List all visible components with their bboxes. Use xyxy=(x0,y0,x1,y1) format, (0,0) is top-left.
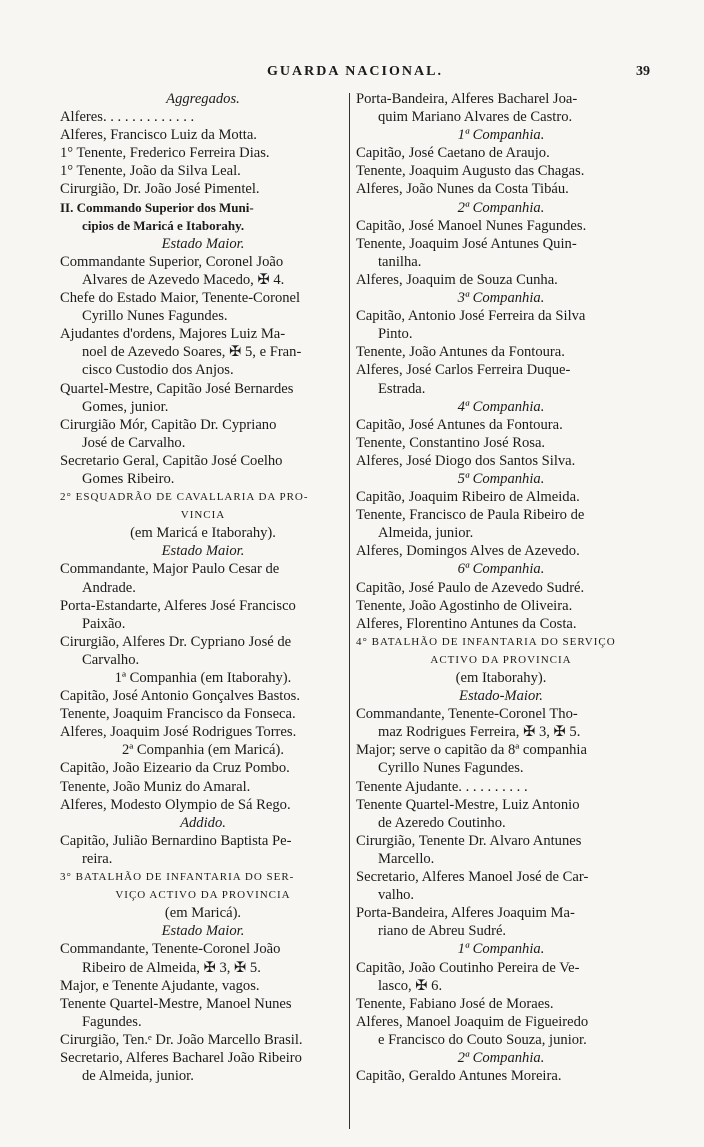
text-line: VIÇO ACTIVO DA PROVINCIA xyxy=(115,889,291,902)
text-line: Tenente, João Muniz do Amaral. xyxy=(60,778,251,795)
text-line: 2ª Companhia. xyxy=(457,1049,545,1066)
text-line: Tenente Ajudante. . . . . . . . . . xyxy=(356,778,528,795)
text-line: Tenente Quartel-Mestre, Manoel Nunes xyxy=(60,995,292,1012)
text-line: Capitão, Julião Bernardino Baptista Pe- xyxy=(60,832,292,849)
text-line: 5ª Companhia. xyxy=(457,470,545,487)
text-line: Commandante, Major Paulo Cesar de xyxy=(60,561,280,578)
text-line: Estado Maior. xyxy=(161,543,245,560)
text-line: Tenente, Joaquim José Antunes Quin- xyxy=(356,235,577,252)
text-line: riano de Abreu Sudré. xyxy=(378,923,507,940)
text-line: 2° ESQUADRÃO DE CAVALLARIA DA PRO- xyxy=(60,491,309,504)
text-line: Alferes, Francisco Luiz da Motta. xyxy=(60,127,257,144)
text-line: Estrada. xyxy=(378,380,426,397)
text-line: José de Carvalho. xyxy=(82,434,186,451)
text-line: Secretario, Alferes Manoel José de Car- xyxy=(356,869,589,886)
text-line: Cirurgião, Dr. João José Pimentel. xyxy=(60,181,260,198)
text-line: Tenente, João Agostinho de Oliveira. xyxy=(356,597,573,614)
text-line: Chefe do Estado Maior, Tenente-Coronel xyxy=(60,290,301,307)
text-line: (em Maricá). xyxy=(164,905,242,922)
text-line: Capitão, João Coutinho Pereira de Ve- xyxy=(356,959,580,976)
text-line: Cirurgião, Tenente Dr. Alvaro Antunes xyxy=(356,832,582,849)
text-line: Addido. xyxy=(180,814,226,831)
text-line: Tenente, João Antunes da Fontoura. xyxy=(356,344,565,361)
text-line: Paixão. xyxy=(82,615,126,632)
text-line: Capitão, Joaquim Ribeiro de Almeida. xyxy=(356,489,580,506)
text-line: Cyrillo Nunes Fagundes. xyxy=(82,308,228,325)
text-line: 3° BATALHÃO DE INFANTARIA DO SER- xyxy=(60,871,295,884)
left-column xyxy=(60,90,346,1085)
text-line: Aggregados. xyxy=(166,91,240,107)
text-line: Alferes, Manoel Joaquim de Figueiredo xyxy=(356,1013,589,1030)
text-line: Capitão, José Antonio Gonçalves Bastos. xyxy=(60,688,300,705)
text-line: II. Commando Superior dos Muni- xyxy=(60,199,254,215)
text-line: reira. xyxy=(82,850,113,867)
text-line: Secretario, Alferes Bacharel João Ribeiro xyxy=(60,1049,302,1066)
text-line: quim Mariano Alvares de Castro. xyxy=(378,109,573,126)
text-line: 1° Tenente, Frederico Ferreira Dias. xyxy=(60,145,270,162)
text-line: Alferes, Joaquim José Rodrigues Torres. xyxy=(60,724,297,741)
text-line: Fagundes. xyxy=(82,1013,142,1030)
text-line: (em Maricá e Itaborahy). xyxy=(130,525,276,542)
text-line: lasco, ✠ 6. xyxy=(378,977,443,994)
text-line: Porta-Bandeira, Alferes Joaquim Ma- xyxy=(356,905,575,922)
text-line: Cirurgião Mór, Capitão Dr. Cypriano xyxy=(60,416,277,433)
text-line: Alferes, Modesto Olympio de Sá Rego. xyxy=(60,796,291,813)
text-line: 3ª Companhia. xyxy=(457,290,545,307)
text-line: 4ª Companhia. xyxy=(457,398,545,415)
text-line: 1ª Companhia (em Itaborahy). xyxy=(114,670,292,686)
text-line: Alferes, José Diogo dos Santos Silva. xyxy=(356,452,576,469)
text-line: de Almeida, junior. xyxy=(82,1068,194,1085)
text-line: 1° Tenente, João da Silva Leal. xyxy=(60,163,241,180)
text-line: Cirurgião, Ten.ᵉ Dr. João Marcello Brasil. xyxy=(60,1031,303,1048)
text-line: Tenente, Joaquim Augusto das Chagas. xyxy=(356,163,585,180)
text-line: cisco Custodio dos Anjos. xyxy=(82,362,234,379)
text-line: Marcello. xyxy=(378,850,435,867)
text-line: Estado Maior. xyxy=(161,235,245,252)
text-line: cipios de Maricá e Itaborahy. xyxy=(82,217,245,233)
text-line: Capitão, João Eizeario da Cruz Pombo. xyxy=(60,760,290,777)
text-line: Gomes Ribeiro. xyxy=(82,470,175,487)
text-line: Almeida, junior. xyxy=(378,525,474,542)
text-line: Major; serve o capitão da 8ª companhia xyxy=(356,742,587,759)
text-line: Tenente Quartel-Mestre, Luiz Antonio xyxy=(356,796,580,813)
text-line: Alferes, Joaquim de Souza Cunha. xyxy=(356,271,558,288)
text-line: Alferes. . . . . . . . . . . . . xyxy=(60,109,195,126)
right-column xyxy=(356,90,646,1085)
text-line: Ribeiro de Almeida, ✠ 3, ✠ 5. xyxy=(82,959,261,976)
text-line: Commandante, Tenente-Coronel João xyxy=(60,941,281,958)
text-line: tanilha. xyxy=(378,253,422,270)
text-line: (em Itaborahy). xyxy=(455,670,547,686)
text-line: VINCIA xyxy=(180,509,226,522)
text-line: Andrade. xyxy=(82,579,136,596)
text-line: Ajudantes d'ordens, Majores Luiz Ma- xyxy=(60,326,286,343)
text-line: e Francisco do Couto Souza, junior. xyxy=(378,1031,587,1048)
text-line: Capitão, José Paulo de Azevedo Sudré. xyxy=(356,579,585,596)
text-line: de Azeredo Coutinho. xyxy=(378,814,506,831)
text-line: Capitão, José Caetano de Araujo. xyxy=(356,145,550,162)
text-line: Capitão, José Antunes da Fontoura. xyxy=(356,416,563,433)
text-line: Capitão, Antonio José Ferreira da Silva xyxy=(356,308,586,325)
text-line: ACTIVO DA PROVINCIA xyxy=(430,653,572,666)
text-line: 1ª Companhia. xyxy=(457,127,545,144)
text-line: Alferes, Domingos Alves de Azevedo. xyxy=(356,543,580,560)
text-line: Pinto. xyxy=(378,326,413,343)
page-header xyxy=(60,64,650,86)
text-line: noel de Azevedo Soares, ✠ 5, e Fran- xyxy=(82,344,302,361)
text-line: Secretario Geral, Capitão José Coelho xyxy=(60,452,283,469)
text-line: Quartel-Mestre, Capitão José Bernardes xyxy=(60,380,294,397)
text-line: valho. xyxy=(378,887,415,904)
text-line: Cyrillo Nunes Fagundes. xyxy=(378,760,524,777)
text-line: Porta-Estandarte, Alferes José Francisco xyxy=(60,597,296,614)
column-divider xyxy=(349,93,350,1129)
text-line: Alvares de Azevedo Macedo, ✠ 4. xyxy=(82,271,285,288)
text-line: Tenente, Joaquim Francisco da Fonseca. xyxy=(60,706,296,723)
text-line: 2ª Companhia (em Maricá). xyxy=(121,742,285,759)
text-line: 6ª Companhia. xyxy=(457,561,545,578)
text-line: Estado-Maior. xyxy=(459,688,543,705)
text-line: Tenente, Fabiano José de Moraes. xyxy=(356,995,554,1012)
text-line: Porta-Bandeira, Alferes Bacharel Joa- xyxy=(356,91,578,107)
text-line: Tenente, Francisco de Paula Ribeiro de xyxy=(356,507,585,524)
page-title: GUARDA NACIONAL. xyxy=(267,64,443,79)
text-line: 2ª Companhia. xyxy=(457,199,545,216)
text-line: Carvalho. xyxy=(82,651,140,668)
text-line: Commandante, Tenente-Coronel Tho- xyxy=(356,706,578,723)
text-line: Major, e Tenente Ajudante, vagos. xyxy=(60,977,260,994)
text-line: Cirurgião, Alferes Dr. Cypriano José de xyxy=(60,633,292,650)
text-line: Tenente, Constantino José Rosa. xyxy=(356,434,546,451)
text-line: Alferes, Florentino Antunes da Costa. xyxy=(356,615,577,632)
text-line: Gomes, junior. xyxy=(82,398,169,415)
text-line: 1ª Companhia. xyxy=(457,941,545,958)
text-line: Capitão, Geraldo Antunes Moreira. xyxy=(356,1068,562,1085)
text-line: Alferes, João Nunes da Costa Tibáu. xyxy=(356,181,569,198)
text-line: maz Rodrigues Ferreira, ✠ 3, ✠ 5. xyxy=(378,724,581,741)
page-number: 39 xyxy=(636,64,650,79)
text-line: Capitão, José Manoel Nunes Fagundes. xyxy=(356,217,587,234)
text-line: Commandante Superior, Coronel João xyxy=(60,253,284,270)
text-line: Estado Maior. xyxy=(161,923,245,940)
text-line: 4° BATALHÃO DE INFANTARIA DO SERVIÇO xyxy=(356,635,616,648)
text-line: Alferes, José Carlos Ferreira Duque- xyxy=(356,362,571,379)
